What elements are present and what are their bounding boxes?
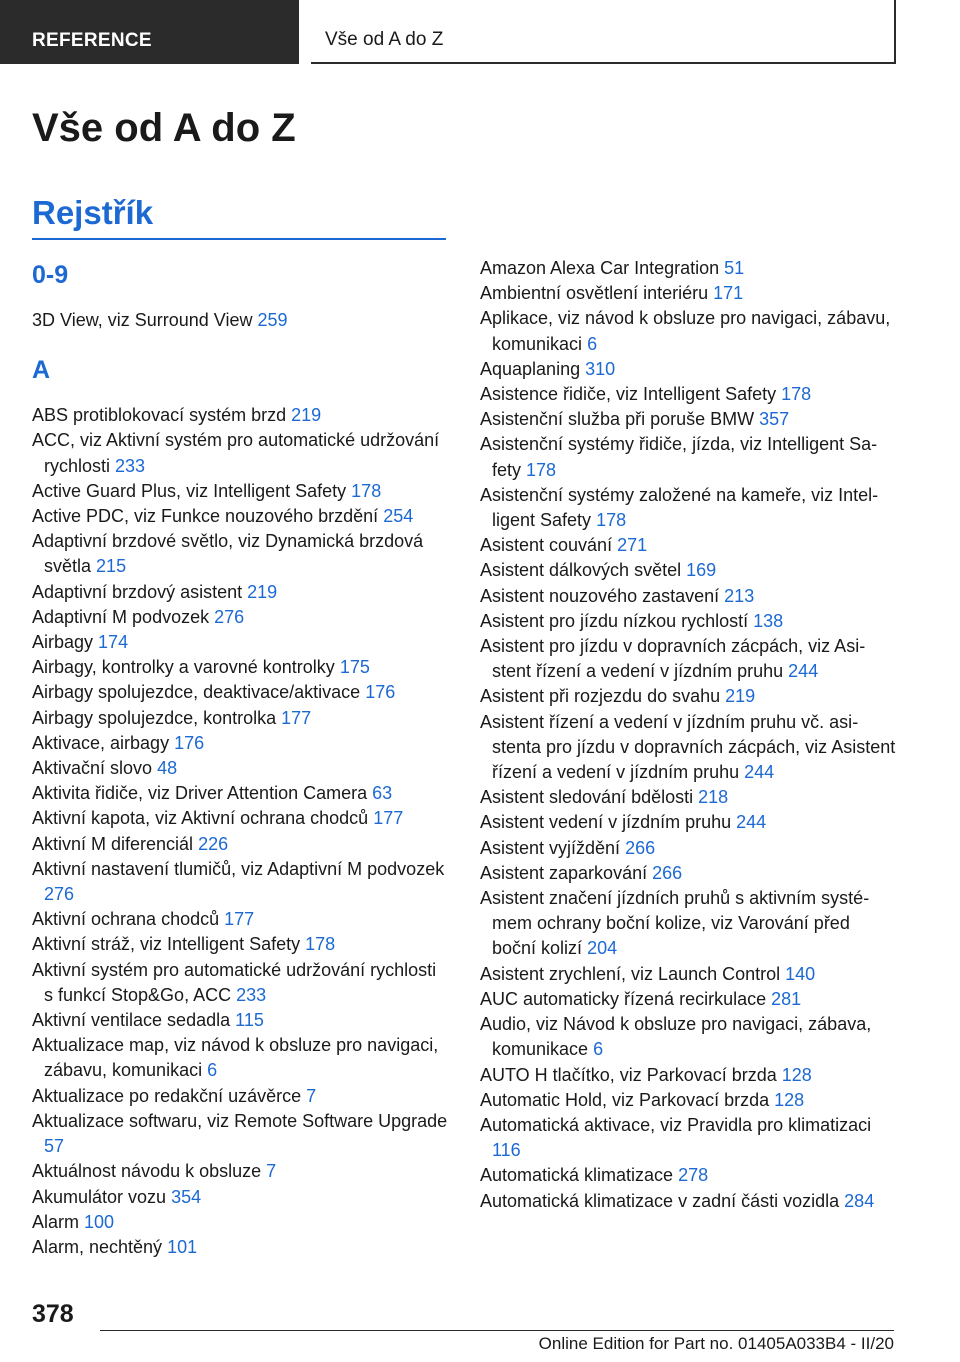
index-entry [32, 806, 448, 831]
index-entry-page-link[interactable]: 169 [686, 560, 717, 581]
index-entry [32, 403, 448, 428]
index-entry [480, 1088, 898, 1113]
index-entry [32, 630, 448, 655]
index-entry-page-link[interactable]: 177 [373, 808, 404, 829]
index-entry-page-link[interactable]: 178 [351, 480, 382, 501]
index-entry-text: Asistent při rozjezdu do svahu [480, 686, 721, 707]
index-entry [480, 407, 898, 432]
index-entry-page-link[interactable]: 219 [247, 581, 278, 602]
index-entry [480, 710, 898, 786]
index-entry-text: Airbagy spolujezdce, kontrolka [32, 707, 277, 728]
index-entry-text: Aktuálnost návodu k obsluze [32, 1161, 262, 1182]
index-letter-heading: A [32, 356, 51, 385]
index-entry-text: Adaptivní brzdové světlo, viz Dynamická brzdová světla [32, 531, 424, 577]
index-entry-text: Adaptivní brzdový asistent [32, 581, 243, 602]
index-entry [480, 256, 898, 281]
index-column-left [32, 256, 448, 1260]
index-entry-text: Airbagy spolujezdce, deaktivace/aktivace [32, 682, 361, 703]
index-entry-text: Aktivní M diferenciál [32, 833, 194, 854]
footer-divider [100, 1330, 894, 1331]
index-entry [32, 731, 448, 756]
index-entry-text: Asistent pro jízdu v dopravních zácpách, viz Asistent řízení a vedení v jízdním pruhu [480, 636, 866, 682]
index-entry-text: Active Guard Plus, viz Intelligent Safety [32, 480, 347, 501]
index-entry-text: Aktualizace softwaru, viz Remote Software Upgrade [32, 1110, 448, 1131]
index-entry-page-link[interactable]: 178 [596, 510, 627, 531]
index-entry-page-link[interactable]: 254 [383, 506, 414, 527]
index-entry-text: Aktualizace map, viz návod k obsluze pro navigaci, zábavu, komunikaci [32, 1035, 439, 1081]
index-entry-page-link[interactable]: 100 [84, 1211, 115, 1232]
index-entry [32, 479, 448, 504]
header-chapter-label: Vše od A do Z [325, 29, 444, 50]
page-title: Vše od A do Z [32, 106, 296, 150]
index-entry-page-link[interactable]: 7 [266, 1161, 277, 1182]
index-entry-text: ABS protiblokovací systém brzd [32, 405, 287, 426]
index-entry-text: Aktivita řidiče, viz Driver Attention Camera [32, 783, 368, 804]
index-entry-page-link[interactable]: 140 [785, 963, 816, 984]
index-entry-page-link[interactable]: 128 [781, 1064, 812, 1085]
index-entry-page-link[interactable]: 215 [96, 556, 127, 577]
index-entry [480, 1113, 898, 1163]
index-entry-text: Asistent řízení a vedení v jízdním pruhu vč. asistenta pro jízdu v dopravních zácpách, viz Asistent řízení a vedení v jízdním pruhu [480, 711, 896, 783]
index-entry [32, 706, 448, 731]
index-entry-text: Asistent zaparkování [480, 862, 648, 883]
index-entry-text: Asistent vedení v jízdním pruhu [480, 812, 732, 833]
index-entry-text: Aktivní kapota, viz Aktivní ochrana chodců [32, 808, 369, 829]
index-entry-page-link[interactable]: 138 [753, 610, 784, 631]
index-entry-page-link[interactable]: 176 [174, 732, 205, 753]
index-entry-page-link[interactable]: 219 [725, 686, 756, 707]
section-title: Rejstřík [32, 194, 154, 231]
index-entry [480, 785, 898, 810]
index-entry-text: Asistence řidiče, viz Intelligent Safety [480, 384, 777, 405]
index-entry-page-link[interactable]: 101 [167, 1236, 198, 1257]
index-entry-page-link[interactable]: 226 [198, 833, 229, 854]
index-entry-text: Asistent couvání [480, 535, 613, 556]
index-entry [32, 680, 448, 705]
index-entry-page-link[interactable]: 174 [98, 632, 129, 653]
index-entry [32, 857, 448, 907]
index-entry-page-link[interactable]: 271 [617, 535, 648, 556]
index-entry-text: Aplikace, viz návod k obsluze pro navigaci, zábavu, komunikaci [480, 308, 891, 354]
index-entry-text: Automatická aktivace, viz Pravidla pro klimatizaci [480, 1114, 872, 1135]
index-entry-text: Ambientní osvětlení interiéru [480, 283, 709, 304]
index-entry-page-link[interactable]: 354 [171, 1186, 202, 1207]
index-entry-text: AUTO H tlačítko, viz Parkovací brzda [480, 1064, 777, 1085]
index-entry-page-link[interactable]: 276 [44, 884, 75, 905]
index-entry-page-link[interactable]: 128 [774, 1089, 805, 1110]
index-entry-page-link[interactable]: 204 [587, 938, 618, 959]
index-entry-page-link[interactable]: 7 [306, 1085, 317, 1106]
index-entry-text: ACC, viz Aktivní systém pro automatické udržování rychlosti [32, 430, 440, 476]
section-divider [32, 238, 446, 240]
index-entry [480, 836, 898, 861]
index-entry [480, 584, 898, 609]
index-entry-text: Automatická klimatizace [480, 1165, 674, 1186]
index-entry-page-link[interactable]: 6 [587, 333, 598, 354]
index-entry [480, 558, 898, 583]
index-entry-text: Akumulátor vozu [32, 1186, 167, 1207]
index-entry [480, 306, 898, 356]
index-entry-page-link[interactable]: 176 [365, 682, 396, 703]
index-entry-page-link[interactable]: 310 [585, 358, 616, 379]
index-entry-page-link[interactable]: 6 [593, 1039, 604, 1060]
index-entry [32, 504, 448, 529]
index-entry-text: Adaptivní M podvozek [32, 606, 210, 627]
index-entry-text: Aquaplaning [480, 358, 581, 379]
index-entry-page-link[interactable]: 219 [291, 405, 322, 426]
index-entry-text: AUC automaticky řízená recirkulace [480, 988, 767, 1009]
index-entry-text: Asistent vyjíždění [480, 837, 621, 858]
index-entry-page-link[interactable]: 266 [652, 862, 683, 883]
index-entry-text: Alarm [32, 1211, 80, 1232]
index-entry-page-link[interactable]: 266 [625, 837, 656, 858]
index-entry-page-link[interactable]: 57 [44, 1136, 65, 1157]
header-section-label: REFERENCE [32, 30, 152, 51]
index-entry-text: Alarm, nechtěný [32, 1236, 163, 1257]
index-entry-text: Asistenční systémy řidiče, jízda, viz Intelligent Safety [480, 434, 878, 480]
index-entry [32, 1235, 448, 1260]
index-entry [32, 1210, 448, 1235]
index-entry [480, 962, 898, 987]
index-entry-page-link[interactable]: 244 [788, 661, 819, 682]
index-entry [32, 1084, 448, 1109]
index-entry-text: Aktivační slovo [32, 758, 153, 779]
index-entry-text: Asistent pro jízdu nízkou rychlostí [480, 610, 749, 631]
index-entry [480, 1063, 898, 1088]
index-entry-text: Asistent značení jízdních pruhů s aktivním systémem ochrany boční kolize, viz Varování před boční kolizí [480, 888, 870, 959]
index-entry [480, 861, 898, 886]
index-entry-text: Automatic Hold, viz Parkovací brzda [480, 1089, 770, 1110]
index-entry [480, 483, 898, 533]
index-entry [32, 756, 448, 781]
index-entry [480, 382, 898, 407]
index-entry [32, 1109, 448, 1159]
index-entry [480, 810, 898, 835]
index-entry-page-link[interactable]: 63 [372, 783, 393, 804]
index-entry [32, 781, 448, 806]
index-entry-page-link[interactable]: 48 [157, 758, 178, 779]
index-entry [480, 609, 898, 634]
index-entry [32, 529, 448, 579]
index-entry-text: Asistent nouzového zastavení [480, 585, 720, 606]
index-entry [480, 1163, 898, 1188]
index-entry-text: Aktualizace po redakční uzávěrce [32, 1085, 302, 1106]
index-entry-page-link[interactable]: 284 [844, 1190, 875, 1211]
index-entry-text: 3D View, viz Surround View [32, 310, 253, 330]
index-entry [32, 932, 448, 957]
index-entry-page-link[interactable]: 6 [207, 1060, 218, 1081]
header-chapter-box [311, 0, 896, 64]
index-column-right [480, 256, 898, 1214]
index-entry-text: Airbagy [32, 632, 94, 653]
index-entry-page-link[interactable]: 178 [305, 934, 336, 955]
index-entry [480, 634, 898, 684]
header-section-tab [0, 0, 299, 64]
index-entry-page-link[interactable]: 177 [281, 707, 312, 728]
index-entry [32, 958, 448, 1008]
index-entry-text: Active PDC, viz Funkce nouzového brzdění [32, 506, 379, 527]
page-number: 378 [32, 1300, 74, 1328]
index-entry-text: Aktivní stráž, viz Intelligent Safety [32, 934, 301, 955]
index-entry-page-link[interactable]: 259 [257, 310, 288, 330]
index-entry-text: Aktivní systém pro automatické udržování rychlosti s funkcí Stop&Go, ACC [32, 959, 437, 1005]
index-entry [32, 907, 448, 932]
index-entry [480, 1012, 898, 1062]
index-entry [480, 1189, 898, 1214]
index-entry-text: Airbagy, kontrolky a varovné kontrolky [32, 657, 335, 678]
index-entry-text: Audio, viz Návod k obsluze pro navigaci, zábava, komunikace [480, 1014, 872, 1060]
footer-edition: Online Edition for Part no. 01405A033B4 - II/20 [538, 1334, 894, 1353]
index-letter-heading: 0-9 [32, 261, 69, 289]
index-entry [32, 1008, 448, 1033]
index-entry [480, 684, 898, 709]
index-entry-page-link[interactable]: 171 [713, 283, 744, 304]
index-entry [480, 533, 898, 558]
index-entry-text: Asistent zrychlení, viz Launch Control [480, 963, 781, 984]
index-entry-page-link[interactable]: 278 [678, 1165, 709, 1186]
index-entry-page-link[interactable]: 233 [236, 984, 267, 1005]
index-entry-page-link[interactable]: 115 [235, 1010, 264, 1031]
index-entry-page-link[interactable]: 281 [771, 988, 802, 1009]
index-entry [480, 987, 898, 1012]
index-entry-page-link[interactable]: 218 [698, 787, 729, 808]
index-entry [32, 832, 448, 857]
index-entry-text: Asistent dálkových světel [480, 560, 682, 581]
index-entry-text: Aktivní ochrana chodců [32, 909, 220, 930]
index-entry-page-link[interactable]: 244 [744, 762, 775, 783]
index-entry-page-link[interactable]: 178 [781, 384, 812, 405]
index-entry-text: Aktivní ventilace sedadla [32, 1010, 231, 1031]
index-entry-page-link[interactable]: 357 [759, 409, 790, 430]
index-entry [32, 580, 448, 605]
index-entry [480, 886, 898, 962]
index-entry [32, 308, 448, 333]
index-entry [480, 281, 898, 306]
index-entry-page-link[interactable]: 177 [224, 909, 255, 930]
index-entry [32, 428, 448, 478]
index-entry [32, 605, 448, 630]
index-entry-page-link[interactable]: 213 [724, 585, 755, 606]
index-entry-text: Aktivace, airbagy [32, 732, 170, 753]
index-entry-page-link[interactable]: 276 [214, 606, 245, 627]
index-entry-text: Automatická klimatizace v zadní části vozidla [480, 1190, 840, 1211]
index-entry [32, 655, 448, 680]
index-entry [32, 1159, 448, 1184]
index-entry [32, 1185, 448, 1210]
index-entry-text: Asistent sledování bdělosti [480, 787, 694, 808]
index-entry [32, 1033, 448, 1083]
index-entry [480, 357, 898, 382]
index-entry-text: Asistenční systémy založené na kameře, viz Intelligent Safety [480, 484, 879, 531]
index-entry-text: Amazon Alexa Car Integration [480, 258, 720, 278]
index-entry-page-link[interactable]: 175 [339, 657, 370, 678]
index-entry-page-link[interactable]: 51 [724, 258, 745, 278]
index-entry-page-link[interactable]: 178 [526, 459, 557, 480]
index-entry-page-link[interactable]: 116 [492, 1140, 521, 1161]
index-entry-text: Aktivní nastavení tlumičů, viz Adaptivní M podvozek [32, 858, 445, 879]
index-entry-page-link[interactable]: 244 [736, 812, 767, 833]
index-entry-text: Asistenční služba při poruše BMW [480, 409, 755, 430]
index-entry-page-link[interactable]: 233 [115, 455, 146, 476]
index-entry [480, 432, 898, 482]
